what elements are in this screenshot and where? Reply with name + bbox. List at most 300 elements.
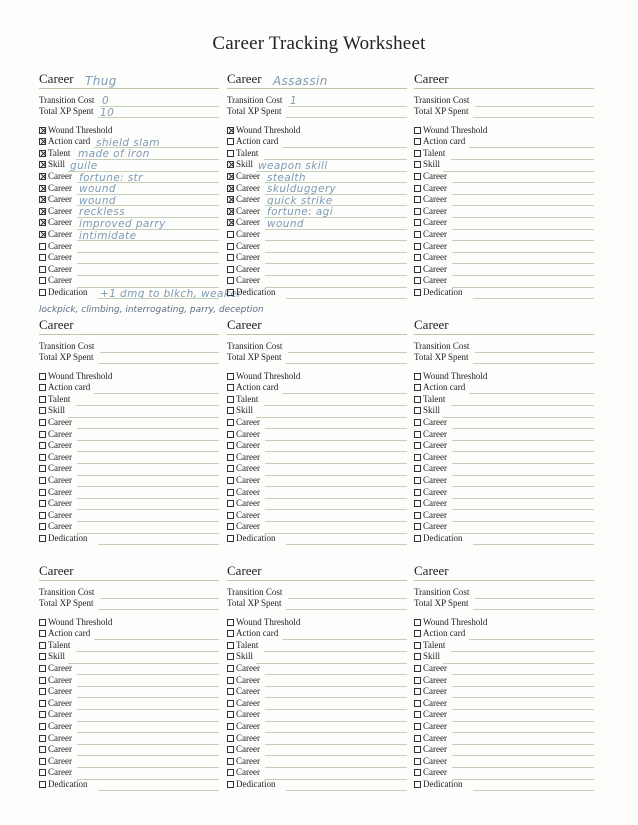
action-card-row[interactable] [227, 383, 407, 395]
checkbox[interactable] [414, 277, 421, 284]
career-row[interactable] [39, 452, 219, 464]
career-name-field[interactable] [414, 563, 594, 581]
career-row[interactable] [227, 264, 407, 276]
talent-row[interactable] [39, 148, 219, 160]
checkbox[interactable] [227, 523, 234, 530]
checkbox[interactable] [227, 150, 234, 157]
wound-threshold-row[interactable] [227, 125, 407, 137]
dedication-row[interactable] [414, 288, 594, 300]
action-card-row[interactable] [414, 383, 594, 395]
action-card-row[interactable] [414, 137, 594, 149]
career-row[interactable] [39, 664, 219, 676]
checkbox[interactable] [39, 243, 46, 250]
wound-threshold-row[interactable] [39, 125, 219, 137]
career-row[interactable] [414, 499, 594, 511]
career-row[interactable] [227, 476, 407, 488]
career-name-field[interactable] [39, 317, 219, 335]
checkbox[interactable] [39, 758, 46, 765]
checkbox[interactable] [227, 477, 234, 484]
checkbox[interactable] [414, 289, 421, 296]
checkbox[interactable] [227, 185, 234, 192]
checkbox[interactable] [39, 523, 46, 530]
action-card-row[interactable] [39, 629, 219, 641]
career-row[interactable] [39, 441, 219, 453]
action-card-row[interactable] [39, 137, 219, 149]
checkbox[interactable] [227, 769, 234, 776]
career-row[interactable] [227, 768, 407, 780]
checkbox[interactable] [39, 781, 46, 788]
checkbox[interactable] [227, 384, 234, 391]
career-row[interactable] [227, 510, 407, 522]
checkbox[interactable] [39, 677, 46, 684]
career-row[interactable] [227, 172, 407, 184]
checkbox[interactable] [227, 243, 234, 250]
career-row-label: Career [423, 229, 447, 240]
career-name-field[interactable] [227, 71, 407, 89]
career-row[interactable] [414, 687, 594, 699]
career-row[interactable] [414, 276, 594, 288]
checkbox[interactable] [414, 677, 421, 684]
career-row[interactable] [414, 710, 594, 722]
checkbox[interactable] [227, 465, 234, 472]
checkbox[interactable] [39, 219, 46, 226]
checkbox[interactable] [414, 127, 421, 134]
skill-row[interactable] [414, 652, 594, 664]
checkbox[interactable] [227, 735, 234, 742]
checkbox[interactable] [227, 442, 234, 449]
checkbox[interactable] [39, 711, 46, 718]
career-row[interactable] [414, 464, 594, 476]
checkbox[interactable] [227, 688, 234, 695]
checkbox[interactable] [227, 431, 234, 438]
dedication-row[interactable] [227, 534, 407, 546]
checkbox[interactable] [39, 688, 46, 695]
checkbox[interactable] [414, 500, 421, 507]
checkbox[interactable] [414, 723, 421, 730]
checkbox[interactable] [227, 677, 234, 684]
checkbox[interactable] [39, 489, 46, 496]
checkbox[interactable] [414, 465, 421, 472]
career-row[interactable] [414, 206, 594, 218]
checkbox[interactable] [227, 173, 234, 180]
career-row[interactable] [414, 441, 594, 453]
career-name-field[interactable] [414, 71, 594, 89]
talent-row[interactable] [227, 640, 407, 652]
checkbox[interactable] [414, 630, 421, 637]
checkbox[interactable] [39, 138, 46, 145]
checkbox[interactable] [414, 407, 421, 414]
checkbox[interactable] [414, 711, 421, 718]
checkbox[interactable] [414, 735, 421, 742]
career-row[interactable] [227, 418, 407, 430]
checkbox[interactable] [39, 442, 46, 449]
career-row[interactable] [414, 698, 594, 710]
career-row[interactable] [227, 464, 407, 476]
career-row[interactable] [414, 183, 594, 195]
career-row[interactable] [39, 276, 219, 288]
transition-cost-field[interactable] [39, 587, 219, 599]
career-row[interactable] [227, 452, 407, 464]
checkbox[interactable] [414, 196, 421, 203]
skill-row[interactable] [414, 160, 594, 172]
talent-row[interactable] [39, 640, 219, 652]
checkbox[interactable] [39, 700, 46, 707]
dedication-row[interactable] [39, 534, 219, 546]
checkbox[interactable] [227, 277, 234, 284]
checkbox[interactable] [39, 723, 46, 730]
career-row[interactable] [414, 722, 594, 734]
career-row[interactable] [39, 183, 219, 195]
checkbox[interactable] [227, 619, 234, 626]
career-row[interactable] [227, 687, 407, 699]
career-row[interactable] [39, 464, 219, 476]
total-xp-field[interactable] [414, 107, 594, 119]
checkbox[interactable] [227, 665, 234, 672]
career-row[interactable] [414, 756, 594, 768]
checkbox[interactable] [227, 653, 234, 660]
checkbox[interactable] [414, 442, 421, 449]
checkbox[interactable] [227, 419, 234, 426]
career-row[interactable] [39, 722, 219, 734]
checkbox[interactable] [39, 653, 46, 660]
career-row[interactable] [227, 230, 407, 242]
career-row[interactable] [39, 195, 219, 207]
checkbox[interactable] [227, 630, 234, 637]
checkbox[interactable] [227, 208, 234, 215]
checkbox[interactable] [227, 642, 234, 649]
checkbox[interactable] [39, 196, 46, 203]
transition-cost-field[interactable] [39, 95, 219, 107]
career-row[interactable] [227, 206, 407, 218]
checkbox[interactable] [414, 231, 421, 238]
transition-cost-field[interactable] [414, 341, 594, 353]
checkbox[interactable] [227, 535, 234, 542]
dedication-row[interactable] [414, 534, 594, 546]
wound-threshold-row[interactable] [414, 125, 594, 137]
checkbox[interactable] [39, 373, 46, 380]
talent-row[interactable] [414, 394, 594, 406]
checkbox[interactable] [227, 512, 234, 519]
checkbox[interactable] [414, 769, 421, 776]
career-row[interactable] [227, 487, 407, 499]
action-card-row-label: Action card [236, 136, 279, 147]
skill-row[interactable] [227, 160, 407, 172]
career-row[interactable] [39, 418, 219, 430]
skill-row[interactable] [414, 406, 594, 418]
transition-cost-field[interactable] [414, 587, 594, 599]
checkbox[interactable] [39, 746, 46, 753]
checkbox[interactable] [227, 231, 234, 238]
action-card-row[interactable] [227, 629, 407, 641]
checkbox[interactable] [414, 431, 421, 438]
checkbox[interactable] [227, 454, 234, 461]
checkbox[interactable] [227, 781, 234, 788]
checkbox[interactable] [227, 407, 234, 414]
total-xp-field[interactable] [414, 353, 594, 365]
career-row[interactable] [227, 183, 407, 195]
career-row[interactable] [414, 230, 594, 242]
career-name-field[interactable] [227, 317, 407, 335]
checkbox[interactable] [414, 243, 421, 250]
career-row[interactable] [414, 675, 594, 687]
checkbox[interactable] [39, 735, 46, 742]
transition-cost-field[interactable] [414, 95, 594, 107]
checkbox[interactable] [39, 769, 46, 776]
checkbox[interactable] [39, 407, 46, 414]
wound-threshold-row[interactable] [39, 371, 219, 383]
career-row[interactable] [39, 264, 219, 276]
checkbox[interactable] [414, 419, 421, 426]
career-row[interactable] [39, 710, 219, 722]
career-row[interactable] [39, 698, 219, 710]
career-name-field[interactable] [39, 563, 219, 581]
checkbox[interactable] [414, 208, 421, 215]
wound-threshold-row[interactable] [414, 617, 594, 629]
career-row[interactable] [227, 441, 407, 453]
wound-threshold-row[interactable] [227, 617, 407, 629]
total-xp-field[interactable] [227, 599, 407, 611]
career-row[interactable] [227, 429, 407, 441]
talent-row[interactable] [227, 148, 407, 160]
career-row[interactable] [227, 675, 407, 687]
career-row[interactable] [414, 264, 594, 276]
checkbox[interactable] [39, 419, 46, 426]
career-row[interactable] [39, 745, 219, 757]
checkbox[interactable] [414, 150, 421, 157]
checkbox[interactable] [227, 723, 234, 730]
action-card-row[interactable] [414, 629, 594, 641]
career-row[interactable] [414, 172, 594, 184]
career-row[interactable] [227, 745, 407, 757]
checkbox[interactable] [414, 219, 421, 226]
talent-row[interactable] [39, 394, 219, 406]
checkbox[interactable] [414, 185, 421, 192]
total-xp-field[interactable] [39, 107, 219, 119]
checkbox[interactable] [414, 454, 421, 461]
skill-row[interactable] [227, 406, 407, 418]
transition-cost-field[interactable] [227, 587, 407, 599]
total-xp-field[interactable] [39, 599, 219, 611]
skill-row[interactable] [39, 160, 219, 172]
career-name-field[interactable] [39, 71, 219, 89]
checkbox[interactable] [39, 254, 46, 261]
checkbox[interactable] [39, 289, 46, 296]
checkbox[interactable] [39, 396, 46, 403]
career-row[interactable] [39, 675, 219, 687]
checkbox[interactable] [227, 219, 234, 226]
action-card-row[interactable] [39, 383, 219, 395]
career-row[interactable] [414, 745, 594, 757]
checkbox[interactable] [39, 208, 46, 215]
career-row[interactable] [227, 195, 407, 207]
checkbox[interactable] [414, 642, 421, 649]
career-row[interactable] [227, 733, 407, 745]
career-row[interactable] [227, 722, 407, 734]
checkbox[interactable] [414, 653, 421, 660]
checkbox[interactable] [39, 619, 46, 626]
talent-row[interactable] [414, 148, 594, 160]
career-row[interactable] [414, 664, 594, 676]
career-row[interactable] [227, 664, 407, 676]
career-row[interactable] [39, 476, 219, 488]
career-row[interactable] [39, 499, 219, 511]
total-xp-field[interactable] [39, 353, 219, 365]
career-row[interactable] [227, 522, 407, 534]
checkbox[interactable] [414, 373, 421, 380]
career-row[interactable] [414, 733, 594, 745]
checkbox[interactable] [227, 254, 234, 261]
checkbox[interactable] [39, 185, 46, 192]
checkbox[interactable] [39, 630, 46, 637]
checkbox[interactable] [414, 535, 421, 542]
career-row-label: Career [236, 498, 260, 509]
checkbox[interactable] [414, 266, 421, 273]
skill-row[interactable] [39, 406, 219, 418]
checkbox[interactable] [227, 161, 234, 168]
career-row[interactable] [39, 522, 219, 534]
checkbox[interactable] [414, 665, 421, 672]
checkbox[interactable] [227, 266, 234, 273]
career-name-field[interactable] [227, 563, 407, 581]
checkbox[interactable] [227, 711, 234, 718]
career-row[interactable] [414, 429, 594, 441]
checkbox[interactable] [414, 700, 421, 707]
career-row[interactable] [414, 195, 594, 207]
checkbox[interactable] [227, 289, 234, 296]
dedication-row[interactable] [227, 780, 407, 792]
career-row[interactable] [414, 510, 594, 522]
dedication-row[interactable] [227, 288, 407, 300]
talent-row[interactable] [414, 640, 594, 652]
career-row[interactable] [39, 510, 219, 522]
checkbox[interactable] [414, 477, 421, 484]
checkbox[interactable] [227, 138, 234, 145]
checkbox[interactable] [414, 384, 421, 391]
checkbox[interactable] [414, 619, 421, 626]
checkbox[interactable] [414, 138, 421, 145]
checkbox[interactable] [39, 266, 46, 273]
checkbox[interactable] [39, 277, 46, 284]
career-row[interactable] [414, 418, 594, 430]
checkbox[interactable] [39, 535, 46, 542]
checkbox[interactable] [39, 150, 46, 157]
checkbox[interactable] [39, 431, 46, 438]
career-row[interactable] [227, 276, 407, 288]
career-row[interactable] [227, 253, 407, 265]
total-xp-field[interactable] [227, 107, 407, 119]
checkbox[interactable] [227, 373, 234, 380]
career-row[interactable] [39, 756, 219, 768]
checkbox[interactable] [227, 746, 234, 753]
checkbox[interactable] [227, 127, 234, 134]
career-row[interactable] [414, 476, 594, 488]
career-row[interactable] [39, 687, 219, 699]
dedication-row[interactable] [414, 780, 594, 792]
career-row[interactable] [39, 487, 219, 499]
checkbox[interactable] [227, 396, 234, 403]
total-xp-field[interactable] [414, 599, 594, 611]
checkbox[interactable] [414, 688, 421, 695]
transition-cost-field[interactable] [227, 341, 407, 353]
checkbox[interactable] [227, 758, 234, 765]
checkbox[interactable] [39, 665, 46, 672]
career-row[interactable] [39, 206, 219, 218]
career-row[interactable] [227, 499, 407, 511]
checkbox[interactable] [39, 465, 46, 472]
checkbox[interactable] [39, 384, 46, 391]
career-row[interactable] [414, 487, 594, 499]
career-row[interactable] [227, 698, 407, 710]
dedication-row[interactable] [39, 780, 219, 792]
checkbox[interactable] [39, 173, 46, 180]
dedication-row[interactable] [39, 287, 242, 300]
career-row[interactable] [227, 241, 407, 253]
career-row[interactable] [227, 218, 407, 230]
career-row[interactable] [414, 241, 594, 253]
checkbox[interactable] [39, 161, 46, 168]
transition-cost-field[interactable] [227, 95, 407, 107]
career-row[interactable] [414, 768, 594, 780]
checkbox[interactable] [39, 477, 46, 484]
career-row[interactable] [39, 172, 219, 184]
wound-threshold-row[interactable] [414, 371, 594, 383]
talent-row[interactable] [227, 394, 407, 406]
checkbox[interactable] [39, 454, 46, 461]
checkbox[interactable] [414, 173, 421, 180]
checkbox[interactable] [414, 746, 421, 753]
checkbox[interactable] [39, 512, 46, 519]
checkbox[interactable] [227, 500, 234, 507]
checkbox[interactable] [39, 127, 46, 134]
checkbox[interactable] [414, 523, 421, 530]
checkbox[interactable] [414, 758, 421, 765]
career-row[interactable] [39, 253, 219, 265]
total-xp-field[interactable] [227, 353, 407, 365]
career-row[interactable] [227, 756, 407, 768]
checkbox[interactable] [414, 161, 421, 168]
checkbox[interactable] [414, 396, 421, 403]
wound-threshold-row[interactable] [39, 617, 219, 629]
career-name-field[interactable] [414, 317, 594, 335]
career-row[interactable] [414, 452, 594, 464]
checkbox[interactable] [414, 489, 421, 496]
checkbox[interactable] [227, 700, 234, 707]
checkbox[interactable] [227, 489, 234, 496]
skill-row[interactable] [227, 652, 407, 664]
career-row[interactable] [414, 253, 594, 265]
career-row[interactable] [39, 241, 219, 253]
checkbox[interactable] [227, 196, 234, 203]
checkbox[interactable] [39, 500, 46, 507]
career-row[interactable] [414, 218, 594, 230]
checkbox[interactable] [39, 642, 46, 649]
career-row[interactable] [39, 733, 219, 745]
checkbox[interactable] [414, 781, 421, 788]
wound-threshold-row[interactable] [227, 371, 407, 383]
career-row[interactable] [39, 230, 219, 242]
career-row[interactable] [39, 768, 219, 780]
career-row[interactable] [227, 710, 407, 722]
career-row[interactable] [39, 218, 219, 230]
checkbox[interactable] [414, 512, 421, 519]
skill-row[interactable] [39, 652, 219, 664]
checkbox[interactable] [39, 231, 46, 238]
checkbox[interactable] [414, 254, 421, 261]
career-row[interactable] [39, 429, 219, 441]
action-card-row[interactable] [227, 137, 407, 149]
career-row[interactable] [414, 522, 594, 534]
transition-cost-field[interactable] [39, 341, 219, 353]
